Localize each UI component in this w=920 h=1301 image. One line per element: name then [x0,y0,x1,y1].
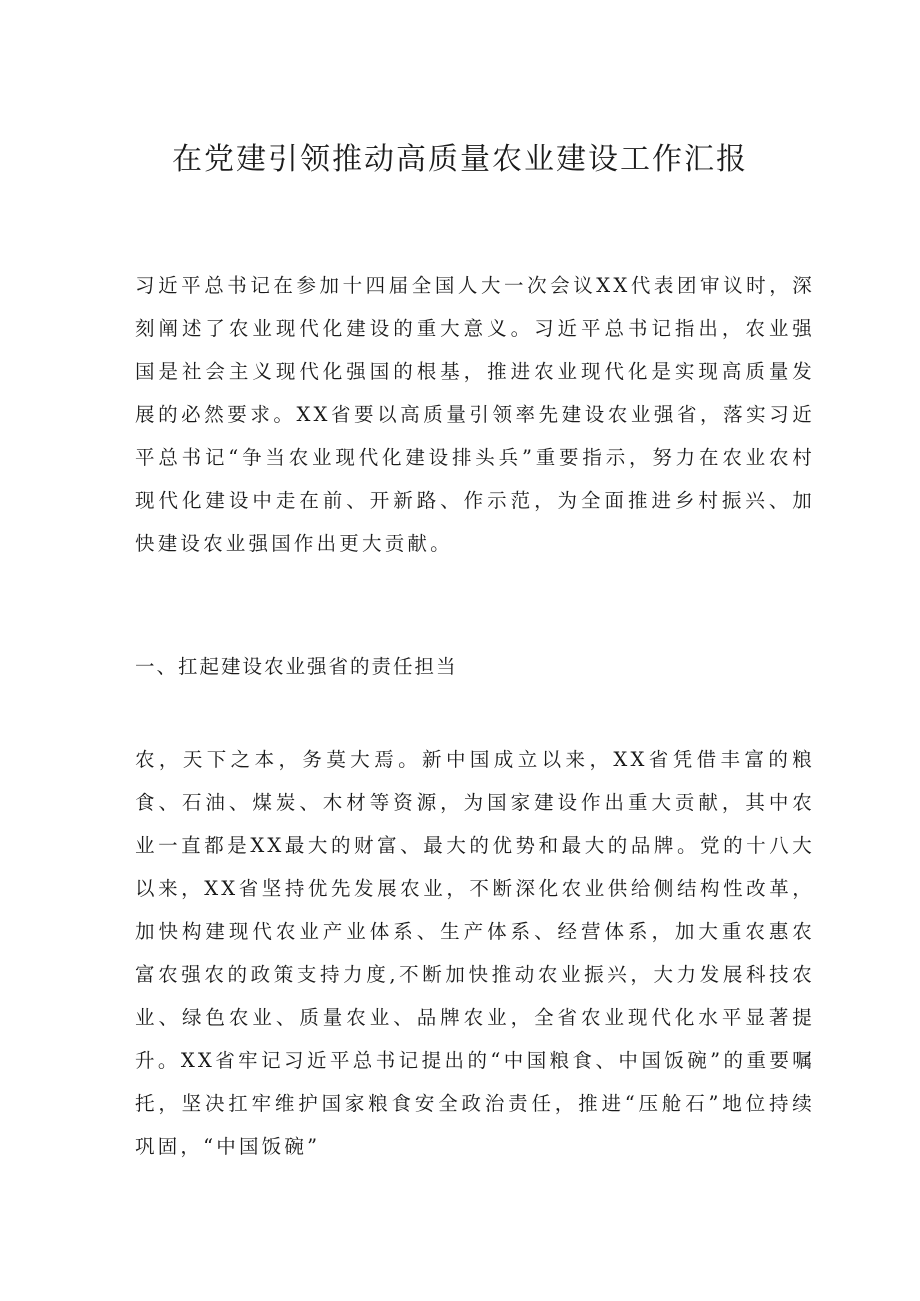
document-title: 在党建引领推动高质量农业建设工作汇报 [172,142,748,177]
section-1-paragraph: 农，天下之本，务莫大焉。新中国成立以来，XX省凭借丰富的粮食、石油、煤炭、木材等资源，为国家建设作出重大贡献，其中农业一直都是XX最大的财富、最大的优势和最大的品牌。党的十八大以来，XX省坚持优先发展农业，不断深化农业供给侧结构性改革，加快构建现代农业产业体系、生产体系、经营体系，加大重农惠农富农强农的政策支持力度,不断加快推动农业振兴，大力发展科技农业、绿色农业、质量农业、品牌农业，全省农业现代化水平显著提升。XX省牢记习近平总书记提出的“中国粮食、中国饭碗”的重要嘱托，坚决扛牢维护国家粮食安全政治责任，推进“压舱石”地位持续巩固，“中国饭碗” [135,748,815,1158]
section-1-heading: 一、扛起建设农业强省的责任担当 [135,655,458,678]
intro-paragraph: 习近平总书记在参加十四届全国人大一次会议XX代表团审议时，深刻阐述了农业现代化建设的重大意义。习近平总书记指出，农业强国是社会主义现代化强国的根基，推进农业现代化是实现高质量发展的必然要求。XX省要以高质量引领率先建设农业强省，落实习近平总书记“争当农业现代化建设排头兵”重要指示，努力在农业农村现代化建设中走在前、开新路、作示范，为全面推进乡村振兴、加快建设农业强国作出更大贡献。 [135,274,815,555]
